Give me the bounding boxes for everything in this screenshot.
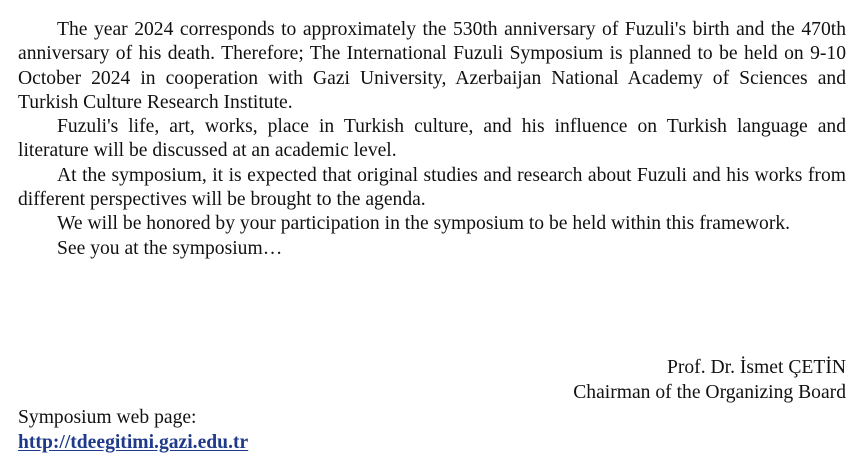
paragraph-discussion-topics: Fuzuli's life, art, works, place in Turkish culture, and his influence on Turkish language and literature will be discussed at an academic level.: [18, 116, 846, 162]
paragraph-invitation: We will be honored by your participation in the symposium to be held within this framework.: [57, 213, 791, 235]
web-page-info: [18, 405, 248, 455]
signature-block: [573, 356, 846, 405]
letter-body: [18, 18, 846, 261]
symposium-web-link[interactable]: http://tdeegitimi.gazi.edu.tr: [18, 432, 249, 453]
paragraph-closing: See you at the symposium…: [57, 237, 283, 259]
paragraph-symposium-intro: The year 2024 corresponds to approximately the 530th anniversary of Fuzuli's birth and the 470th anniversary of his death. Therefore; The International Fuzuli Symposium is planned to be held on 9-10 October 2024 in cooperation with Gazi University, Azerbaijan National Academy of Sciences and Turkish Culture Research Institute.: [18, 19, 846, 113]
signatory-name: Prof. Dr. İsmet ÇETİN: [666, 357, 846, 378]
signatory-title: Chairman of the Organizing Board: [573, 381, 846, 403]
paragraph-expected-studies: At the symposium, it is expected that original studies and research about Fuzuli and his works from different perspectives will be brought to the agenda.: [18, 164, 846, 211]
web-page-label: Symposium web page:: [18, 407, 197, 428]
